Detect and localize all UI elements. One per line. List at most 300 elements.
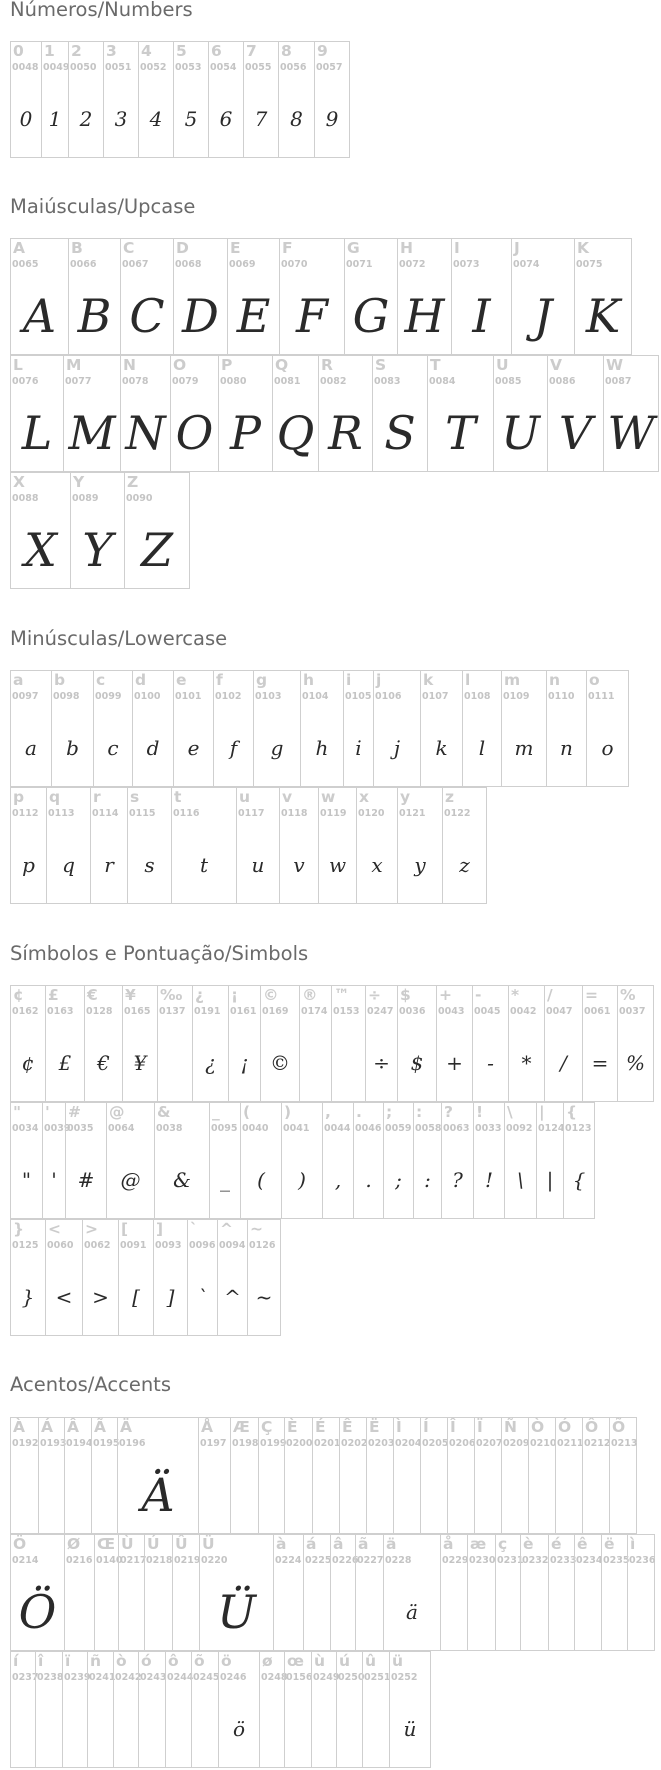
glyph-code: 0234 [576, 1555, 603, 1566]
glyph-cell [65, 1102, 107, 1219]
glyph-code: 0125 [12, 1240, 39, 1251]
glyph-cell [153, 1219, 188, 1336]
glyph-code: 0090 [126, 493, 153, 504]
glyph-cell [187, 1219, 218, 1336]
glyph-character: £ [48, 986, 59, 1004]
section-title-lowercase: Minúsculas/Lowercase [10, 627, 228, 650]
glyph-preview: 2 [79, 107, 93, 131]
glyph-code: 0077 [65, 376, 92, 387]
glyph-code: 0243 [140, 1672, 167, 1683]
glyph-character: M [66, 356, 82, 374]
glyph-character: 4 [141, 42, 152, 60]
glyph-preview [173, 1577, 199, 1647]
glyph-code: 0099 [95, 691, 122, 702]
glyph-code: 0228 [385, 1555, 412, 1566]
glyph-character: d [135, 671, 147, 689]
glyph-character: y [400, 788, 411, 806]
glyph-preview: ÷ [373, 1051, 390, 1075]
glyph-cell [504, 1102, 537, 1219]
glyph-preview: 1 [48, 107, 62, 131]
glyph-code: 0218 [146, 1555, 173, 1566]
glyph-row-lowercase-1 [10, 670, 628, 787]
glyph-cell [353, 1102, 384, 1219]
glyph-preview [304, 1577, 330, 1647]
glyph-preview [529, 1460, 555, 1530]
glyph-code: 0219 [174, 1555, 201, 1566]
glyph-cell [627, 1534, 655, 1651]
glyph-character: : [416, 1103, 423, 1121]
glyph-cell [227, 238, 280, 355]
glyph-character: e [176, 671, 187, 689]
glyph-preview: _ [220, 1168, 230, 1192]
glyph-preview [556, 1460, 582, 1530]
glyph-code: 0242 [115, 1672, 142, 1683]
glyph-preview: \ [517, 1168, 524, 1192]
glyph-code: 0081 [274, 376, 301, 387]
glyph-character: < [48, 1220, 61, 1238]
glyph-cell [10, 238, 69, 355]
glyph-preview [95, 1577, 118, 1647]
glyph-character: ô [168, 1652, 179, 1670]
glyph-character: õ [194, 1652, 205, 1670]
glyph-preview: c [107, 736, 119, 760]
glyph-character: * [511, 986, 520, 1004]
glyph-character: ó [141, 1652, 152, 1670]
glyph-preview: ! [484, 1168, 494, 1192]
glyph-character: ÷ [368, 986, 381, 1004]
glyph-row-numbers-1 [10, 41, 349, 158]
glyph-cell [138, 41, 174, 158]
glyph-cell [617, 985, 654, 1102]
glyph-character: Í [423, 1418, 429, 1436]
glyph-code: 0040 [242, 1123, 269, 1134]
glyph-cell [51, 670, 94, 787]
glyph-cell [45, 985, 85, 1102]
glyph-code: 0236 [629, 1555, 656, 1566]
glyph-code: 0213 [611, 1438, 638, 1449]
glyph-code: 0079 [172, 376, 199, 387]
glyph-cell [253, 670, 301, 787]
glyph-preview [285, 1694, 311, 1764]
glyph-cell [120, 238, 174, 355]
glyph-cell [311, 1651, 340, 1768]
glyph-code: 0231 [497, 1555, 524, 1566]
glyph-cell [413, 1102, 442, 1219]
glyph-character: ( [243, 1103, 251, 1121]
glyph-cell [122, 985, 158, 1102]
glyph-preview: $ [410, 1051, 424, 1075]
glyph-preview: ] [166, 1285, 175, 1309]
glyph-code: 0076 [12, 376, 39, 387]
glyph-preview: 7 [254, 107, 268, 131]
glyph-preview: m [514, 736, 534, 760]
glyph-code: 0156 [286, 1672, 313, 1683]
glyph-preview [363, 1694, 389, 1764]
glyph-code: 0169 [262, 1006, 289, 1017]
glyph-preview: q [62, 853, 75, 877]
glyph-code: 0226 [332, 1555, 359, 1566]
glyph-character: ü [392, 1652, 404, 1670]
glyph-cell [46, 787, 91, 904]
glyph-cell [284, 1417, 313, 1534]
glyph-row-symbols-2 [10, 1102, 594, 1219]
glyph-code: 0161 [230, 1006, 257, 1017]
glyph-preview [337, 1694, 362, 1764]
glyph-cell [138, 1651, 166, 1768]
glyph-character: K [577, 239, 590, 257]
glyph-preview: € [97, 1051, 110, 1075]
glyph-code: 0085 [495, 376, 522, 387]
glyph-character: ; [386, 1103, 393, 1121]
glyph-cell [436, 985, 473, 1102]
glyph-preview: ¢ [21, 1051, 35, 1075]
glyph-code: 0202 [341, 1438, 368, 1449]
glyph-code: 0227 [357, 1555, 384, 1566]
glyph-code: 0237 [12, 1672, 39, 1683]
glyph-code: 0220 [201, 1555, 228, 1566]
glyph-preview: ö [232, 1717, 246, 1741]
glyph-preview [421, 1460, 447, 1530]
glyph-character: 8 [281, 42, 292, 60]
glyph-code: 0061 [584, 1006, 611, 1017]
glyph-character: l [465, 671, 471, 689]
glyph-cell [10, 1219, 46, 1336]
glyph-cell [173, 41, 209, 158]
glyph-code: 0137 [159, 1006, 186, 1017]
glyph-code: 0115 [129, 808, 156, 819]
glyph-character: Û [175, 1535, 188, 1553]
glyph-cell [171, 787, 237, 904]
glyph-preview [332, 1028, 365, 1098]
glyph-preview: & [173, 1168, 191, 1192]
glyph-preview: L [21, 406, 53, 460]
glyph-cell [70, 472, 125, 589]
glyph-cell [41, 41, 69, 158]
glyph-code: 0192 [12, 1438, 39, 1449]
glyph-preview [367, 1460, 393, 1530]
glyph-cell [120, 355, 171, 472]
glyph-cell [601, 1534, 628, 1651]
glyph-cell [272, 355, 319, 472]
glyph-code: 0068 [175, 259, 202, 270]
glyph-code: 0080 [220, 376, 247, 387]
glyph-code: 0033 [475, 1123, 502, 1134]
glyph-code: 0211 [557, 1438, 584, 1449]
glyph-code: 0214 [12, 1555, 39, 1566]
glyph-character: A [13, 239, 25, 257]
glyph-cell [84, 985, 123, 1102]
glyph-code: 0091 [120, 1240, 147, 1251]
glyph-character: ã [358, 1535, 369, 1553]
glyph-preview: V [558, 406, 593, 460]
glyph-character: Ö [13, 1535, 27, 1553]
glyph-cell [279, 238, 345, 355]
glyph-character: B [71, 239, 83, 257]
glyph-cell [209, 1102, 241, 1219]
glyph-character: 9 [317, 42, 328, 60]
glyph-character: n [549, 671, 561, 689]
glyph-preview: F [296, 289, 328, 343]
glyph-cell [281, 1102, 323, 1219]
glyph-code: 0108 [464, 691, 491, 702]
glyph-character: , [325, 1103, 331, 1121]
glyph-code: 0196 [119, 1438, 146, 1449]
glyph-preview: j [393, 736, 401, 760]
glyph-character: Æ [233, 1418, 250, 1436]
glyph-cell [474, 1417, 502, 1534]
glyph-code: 0205 [422, 1438, 449, 1449]
glyph-character: P [221, 356, 233, 374]
glyph-preview: { [572, 1168, 586, 1192]
section-title-upcase: Maiúsculas/Upcase [10, 195, 196, 218]
glyph-preview: © [270, 1051, 290, 1075]
glyph-code: 0059 [385, 1123, 412, 1134]
glyph-character: L [13, 356, 23, 374]
glyph-preview: < [55, 1285, 73, 1309]
glyph-cell [64, 1417, 92, 1534]
glyph-cell [228, 985, 261, 1102]
glyph-cell [157, 985, 193, 1102]
glyph-preview: } [21, 1285, 35, 1309]
glyph-preview [11, 1460, 38, 1530]
glyph-code: 0109 [503, 691, 530, 702]
glyph-preview: 8 [290, 107, 303, 131]
glyph-preview: D [182, 289, 219, 343]
glyph-character: } [13, 1220, 25, 1238]
glyph-character: Y [73, 473, 85, 491]
glyph-character: N [123, 356, 136, 374]
glyph-cell [397, 787, 443, 904]
glyph-cell [582, 1417, 610, 1534]
glyph-code: 0121 [399, 808, 426, 819]
glyph-character: Î [450, 1418, 456, 1436]
glyph-character: w [321, 788, 336, 806]
glyph-code: 0087 [605, 376, 632, 387]
glyph-code: 0235 [603, 1555, 630, 1566]
glyph-preview: Z [141, 523, 173, 577]
glyph-preview: B [77, 289, 112, 343]
glyph-cell [236, 787, 280, 904]
glyph-row-accents-3 [10, 1651, 430, 1768]
glyph-preview: h [315, 736, 329, 760]
glyph-character: u [239, 788, 251, 806]
glyph-preview: d [146, 736, 160, 760]
glyph-cell [339, 1417, 367, 1534]
glyph-cell [144, 1534, 173, 1651]
glyph-cell [213, 670, 254, 787]
glyph-character: ù [314, 1652, 326, 1670]
glyph-preview: £ [58, 1051, 72, 1075]
glyph-character: î [38, 1652, 44, 1670]
glyph-character: ¢ [13, 986, 24, 1004]
glyph-cell [303, 1534, 331, 1651]
glyph-preview [549, 1577, 574, 1647]
glyph-code: 0165 [124, 1006, 151, 1017]
glyph-preview [502, 1460, 528, 1530]
glyph-preview: ~ [255, 1285, 273, 1309]
glyph-cell [218, 1651, 260, 1768]
glyph-preview: 6 [219, 107, 233, 131]
glyph-character: + [439, 986, 452, 1004]
glyph-character: Q [275, 356, 289, 374]
glyph-cell [117, 1417, 199, 1534]
glyph-code: 0092 [506, 1123, 533, 1134]
glyph-character: ] [156, 1220, 164, 1238]
glyph-cell [603, 355, 659, 472]
glyph-character: ® [302, 986, 318, 1004]
glyph-code: 0107 [422, 691, 449, 702]
glyph-cell [240, 1102, 282, 1219]
glyph-character: À [13, 1418, 25, 1436]
glyph-character: Ó [558, 1418, 572, 1436]
glyph-preview [356, 1577, 383, 1647]
glyph-character: z [445, 788, 455, 806]
section-title-numbers: Números/Numbers [10, 0, 193, 21]
glyph-preview [158, 1028, 192, 1098]
glyph-preview: 3 [114, 107, 128, 131]
glyph-code: 0083 [374, 376, 401, 387]
glyph-code: 0248 [261, 1672, 288, 1683]
glyph-code: 0084 [429, 376, 456, 387]
glyph-cell [132, 670, 174, 787]
glyph-code: 0230 [469, 1555, 496, 1566]
glyph-character: 0 [13, 42, 24, 60]
glyph-character: $ [400, 986, 411, 1004]
glyph-cell [355, 1534, 384, 1651]
glyph-row-accents-2 [10, 1534, 654, 1651]
glyph-character: œ [287, 1652, 304, 1670]
glyph-character: x [359, 788, 369, 806]
glyph-character: C [123, 239, 135, 257]
glyph-cell [284, 1651, 312, 1768]
glyph-cell [442, 787, 487, 904]
glyph-cell [38, 1417, 65, 1534]
glyph-preview: z [459, 853, 470, 877]
glyph-character: æ [470, 1535, 487, 1553]
glyph-character: Ì [396, 1418, 402, 1436]
glyph-cell [547, 355, 604, 472]
glyph-character: a [13, 671, 24, 689]
glyph-code: 0140 [96, 1555, 123, 1566]
glyph-preview [340, 1460, 366, 1530]
glyph-cell [372, 355, 428, 472]
glyph-preview: t [199, 853, 209, 877]
glyph-character: j [376, 671, 382, 689]
glyph-code: 0105 [345, 691, 372, 702]
glyph-preview: A [22, 289, 57, 343]
glyph-code: 0114 [92, 808, 119, 819]
glyph-character: Â [67, 1418, 79, 1436]
glyph-character: ë [604, 1535, 615, 1553]
glyph-cell [258, 1417, 285, 1534]
glyph-code: 0065 [12, 259, 39, 270]
glyph-character: m [504, 671, 521, 689]
glyph-preview [39, 1460, 64, 1530]
glyph-code: 0191 [194, 1006, 221, 1017]
glyph-preview: o [601, 736, 614, 760]
glyph-code: 0120 [358, 808, 385, 819]
glyph-character: ) [284, 1103, 292, 1121]
glyph-code: 0086 [549, 376, 576, 387]
glyph-cell [546, 670, 587, 787]
glyph-cell [574, 1534, 602, 1651]
glyph-character: o [589, 671, 600, 689]
glyph-cell [260, 985, 300, 1102]
glyph-preview: C [129, 289, 165, 343]
glyph-cell [218, 355, 273, 472]
glyph-cell [582, 985, 618, 1102]
glyph-preview [65, 1577, 94, 1647]
glyph-preview: X [24, 523, 57, 577]
glyph-code: 0200 [286, 1438, 313, 1449]
glyph-cell [10, 787, 47, 904]
glyph-cell [199, 1534, 274, 1651]
glyph-preview: ¡ [240, 1051, 249, 1075]
glyph-character: # [68, 1103, 81, 1121]
glyph-code: 0100 [134, 691, 161, 702]
glyph-preview: Q [276, 406, 315, 460]
glyph-cell [259, 1651, 288, 1768]
glyph-code: 0058 [415, 1123, 442, 1134]
glyph-preview: G [352, 289, 390, 343]
glyph-preview [145, 1577, 172, 1647]
glyph-code: 0056 [280, 62, 307, 73]
glyph-preview: P [230, 406, 261, 460]
glyph-character: ¥ [125, 986, 136, 1004]
glyph-preview: r [104, 853, 114, 877]
glyph-cell [106, 1102, 155, 1219]
glyph-code: 0123 [565, 1123, 592, 1134]
glyph-code: 0162 [12, 1006, 39, 1017]
glyph-cell [508, 985, 545, 1102]
glyph-cell [217, 1219, 248, 1336]
glyph-cell [10, 41, 42, 158]
glyph-preview: b [66, 736, 79, 760]
glyph-cell [230, 1417, 259, 1534]
glyph-code: 0233 [550, 1555, 577, 1566]
glyph-code: 0098 [53, 691, 80, 702]
glyph-cell [165, 1651, 192, 1768]
glyph-cell [420, 670, 463, 787]
glyph-preview: Ä [141, 1468, 175, 1522]
glyph-code: 0093 [155, 1240, 182, 1251]
glyph-character: S [375, 356, 387, 374]
glyph-cell [10, 1417, 39, 1534]
glyph-character: R [321, 356, 333, 374]
glyph-preview [192, 1694, 218, 1764]
glyph-cell [336, 1651, 363, 1768]
glyph-code: 0212 [584, 1438, 611, 1449]
glyph-code: 0174 [301, 1006, 328, 1017]
glyph-character: Ô [585, 1418, 599, 1436]
glyph-code: 0095 [211, 1123, 238, 1134]
glyph-preview [394, 1460, 420, 1530]
glyph-cell [493, 355, 548, 472]
glyph-preview: | [546, 1168, 554, 1192]
glyph-character: Ñ [504, 1418, 517, 1436]
glyph-character: X [13, 473, 25, 491]
glyph-character: G [347, 239, 360, 257]
glyph-character: s [130, 788, 140, 806]
glyph-cell [113, 1651, 142, 1768]
glyph-preview [300, 1028, 331, 1098]
glyph-code: 0198 [232, 1438, 259, 1449]
glyph-code: 0128 [86, 1006, 113, 1017]
glyph-cell [91, 1417, 118, 1534]
glyph-code: 0204 [395, 1438, 422, 1449]
glyph-character: b [54, 671, 66, 689]
glyph-code: 0094 [219, 1240, 246, 1251]
